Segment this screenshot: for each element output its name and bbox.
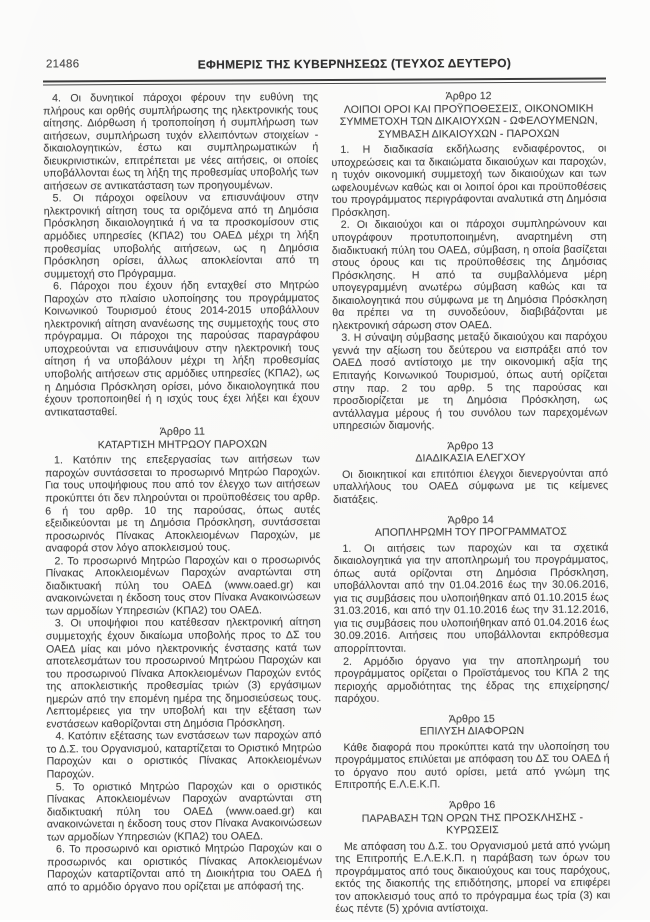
page-header [43, 55, 606, 78]
article-heading-13 [333, 439, 608, 466]
article-title: ΕΠΙΛΥΣΗ ΔΙΑΦΟΡΩΝ [419, 725, 525, 738]
paragraph: 5. Το οριστικό Μητρώο Παροχών και ο οριστικός Πίνακας Αποκλειομένων Παροχών αναρτώνται στη διαδικτυακή πύλη του ΟΑΕΔ (www.oaed.gr) και ανακοινώνεται η έκδοση τους στον Πίνακα Ανακοινώσεων των αρμοδίων Υπηρεσιών (ΚΠΑ2) του ΟΑΕΔ. [46, 779, 322, 844]
paragraph: 3. Οι υποψήφιοι που κατέθεσαν ηλεκτρονική αίτηση συμμετοχής έχουν δικαίωμα υποβολής προς το ΔΣ του ΟΑΕΔ μίας και μόνο ηλεκτρονικής ένστασης κατά των αποτελεσμάτων του προσωρινού Μητρώου Παροχών και του προσωρινού Πίνακα Αποκλειομένων Παροχών εντός της αποκλειστικής προθεσμίας τριών (3) εργάσιμων ημερών από την επομένη ημέρα της δημοσιεύσεως τους. Λεπτομέρειες για την υποβολή και την εξέταση των ενστάσεων καθορίζονται στη Δημόσια Πρόσκληση. [45, 616, 322, 731]
right-column [331, 90, 610, 916]
paragraph: Με απόφαση του Δ.Σ. του Οργανισμού μετά από γνώμη της Επιτροπής Ε.Λ.Ε.Κ.Π. η παράβαση των όρων του προγράμματος από τους δικαιούχους και τους παρόχους, εκτός της διακοπής της επιδότησης, μπορεί να επιφέρει τον αποκλεισμό τους από το πρόγραμμα έως τρία (3) και έως πέντε (5) χρόνια αντίστοιχα. [335, 839, 611, 916]
paragraph: 6. Το προσωρινό και οριστικό Μητρώο Παροχών και ο προσωρινός και οριστικός Πίνακας Αποκλειομένων Παροχών καταρτίζονται από τη Διοικήτρια του ΟΑΕΔ ή από το αρμόδιο όργανο που ορίζεται με απόφασή της. [47, 842, 323, 894]
paragraph: 1. Η διαδικασία εκδήλωσης ενδιαφέροντος, οι υποχρεώσεις και τα δικαιώματα δικαιούχων και παροχών, η τυχόν οικονομική συμμετοχή των δικαιούχων και των ωφελουμένων καθώς και οι λοιποί όροι και προϋποθέσεις του προγράμματος περιγράφονται αναλυτικά στη Δημόσια Πρόσκληση. [331, 142, 607, 219]
paragraph: 2. Οι δικαιούχοι και οι πάροχοι συμπληρώνουν και υπογράφουν προτυποποιημένη, αναρτημένη στη διαδικτυακή πύλη του ΟΑΕΔ, σύμβαση, η οποία βασίζεται στους όρους και τις προϋποθέσεις της Δημόσιας Πρόσκλησης. Η από τα συμβαλλόμενα μέρη υπογεγραμμένη ανωτέρω σύμβαση καθώς και τα δικαιολογητικά που σύμφωνα με τη Δημόσια Πρόσκληση θα πρέπει να τη συνοδεύουν, διαβιβάζονται με ηλεκτρονική σάρωση στον ΟΑΕΔ. [331, 217, 608, 332]
paragraph: 4. Κατόπιν εξέτασης των ενστάσεων των παροχών από το Δ.Σ. του Οργανισμού, καταρτίζεται το Οριστικό Μητρώο Παροχών και ο οριστικός Πίνακας Αποκλειομένων Παροχών. [46, 729, 322, 781]
left-column [43, 91, 322, 917]
article-heading-16 [335, 798, 610, 837]
paragraph: Κάθε διαφορά που προκύπτει κατά την υλοποίηση του προγράμματος επιλύεται με απόφαση του ΔΣ του ΟΑΕΔ ή το όργανο που αυτό ορίσει, μετά από γνώμη της Επιτροπής Ε.Λ.Ε.Κ.Π. [334, 740, 610, 792]
paragraph: 3. Η σύναψη σύμβασης μεταξύ δικαιούχου και παρόχου γεννά την αξίωση του δεύτερου να εισπράξει από τον ΟΑΕΔ ποσό αντίστοιχο με την οικονομική αξία της Επιταγής Κοινωνικού Τουρισμού, όπως αυτή ορίζεται στην παρ. 2 του αρθρ. 5 της παρούσας και προσδιορίζεται με τη Δημόσια Πρόσκληση, ως αντάλλαγμα μέρους ή του συνόλου των παρεχομένων υπηρεσιών διαμονής. [332, 330, 608, 433]
article-heading-12 [331, 90, 606, 142]
article-heading-11 [45, 425, 320, 452]
paragraph: 6. Πάροχοι που έχουν ήδη ενταχθεί στο Μητρώο Παροχών στο πλαίσιο υλοποίησης του προγράμματος Κοινωνικού Τουρισμού έτους 2014-2015 υποβάλλουν ηλεκτρονική αίτηση ανανέωσης της συμμετοχής τους στο πρόγραμμα. Οι πάροχοι της παρούσας παραγράφου υποχρεούνται να επισυνάψουν στην ηλεκτρονική τους αίτηση ή να υποβάλουν μέχρι τη λήξη προθεσμίας υποβολής αιτήσεων στις αρμόδιες υπηρεσίες (ΚΠΑ2), ως η Δημόσια Πρόσκληση ορίσει, μόνο δικαιολογητικά που έχουν τροποποιηθεί ή η ισχύς τους έχει λήξει και έχουν αντικατασταθεί. [44, 279, 320, 419]
gazette-header-title: ΕΦΗΜΕΡΙΣ ΤΗΣ ΚΥΒΕΡΝΗΣΕΩΣ (ΤΕΥΧΟΣ ΔΕΥΤΕΡΟ) [197, 56, 512, 72]
article-title: ΚΑΤΑΡΤΙΣΗ ΜΗΤΡΩΟΥ ΠΑΡΟΧΩΝ [97, 438, 268, 451]
article-title: ΑΠΟΠΛΗΡΩΜΗ ΤΟΥ ΠΡΟΓΡΑΜΜΑΤΟΣ [374, 525, 567, 539]
article-label: Άρθρο 13 [447, 439, 494, 453]
article-label: Άρθρο 15 [448, 712, 495, 726]
article-label: Άρθρο 11 [159, 425, 206, 439]
page-number: 21486 [45, 58, 80, 71]
article-title: ΠΑΡΑΒΑΣΗ ΤΩΝ ΟΡΩΝ ΤΗΣ ΠΡΟΣΚΛΗΣΗΣ - ΚΥΡΩΣΕΙΣ [361, 811, 584, 837]
article-heading-14 [333, 513, 608, 540]
article-heading-15 [334, 712, 609, 739]
paragraph: 2. Αρμόδιο όργανο για την αποπληρωμή του προγράμματος ορίζεται ο Προϊστάμενος του ΚΠΑ 2 της περιοχής αρμοδιότητας της έδρας της επιχείρησης/παρόχου. [334, 654, 610, 706]
article-label: Άρθρο 16 [449, 799, 496, 812]
header-double-rule [43, 78, 606, 86]
article-label: Άρθρο 12 [445, 90, 492, 103]
paragraph: Οι διοικητικοί και επιτόπιοι έλεγχοι διενεργούνται από υπαλλήλους του ΟΑΕΔ σύμφωνα με τις κείμενες διατάξεις. [333, 467, 609, 506]
paragraph: 2. Το προσωρινό Μητρώο Παροχών και ο προσωρινός Πίνακας Αποκλειομένων Παροχών αναρτώνται στη διαδικτυακή πύλη του ΟΑΕΔ (www.oaed.gr) και ανακοινώνεται η έκδοση τους στον Πίνακα Ανακοινώσεων των αρμοδίων Υπηρεσιών (ΚΠΑ2) του ΟΑΕΔ. [45, 553, 321, 618]
article-label: Άρθρο 14 [447, 513, 494, 526]
article-title: ΔΙΑΔΙΚΑΣΙΑ ΕΛΕΓΧΟΥ [415, 452, 526, 465]
paragraph: 5. Οι πάροχοι οφείλουν να επισυνάψουν στην ηλεκτρονική αίτηση τους τα οριζόμενα από τη Δημόσια Πρόσκληση δικαιολογητικά ή να τα προσκομίσουν στις αρμόδιες υπηρεσίες (ΚΠΑ2) του ΟΑΕΔ μέχρι τη λήξη προθεσμίας υποβολής αιτήσεων, ως η Δημόσια Πρόσκληση ορίσει, άλλως αποκλείονται από τη συμμετοχή στο Πρόγραμμα. [43, 191, 319, 281]
two-column-body [43, 90, 610, 918]
paragraph: 1. Κατόπιν της επεξεργασίας των αιτήσεων των παροχών συντάσσεται το προσωρινό Μητρώο Παροχών. Για τους υποψήφιους που από τον έλεγχο των αιτήσεων προκύπτει ότι δεν πληρούνται οι προϋποθέσεις του αρθρ. 6 ή του αρθρ. 10 της παρούσας, όπως αυτές εξειδικεύονται με τη Δημόσια Πρόσκληση, συντάσσεται προσωρινός Πίνακας Αποκλειομένων Παροχών, με αναφορά στον λόγο αποκλεισμού τους. [45, 453, 321, 555]
article-title: ΛΟΙΠΟΙ ΟΡΟΙ ΚΑΙ ΠΡΟΫΠΟΘΕΣΕΙΣ, ΟΙΚΟΝΟΜΙΚΗ ΣΥΜΜΕΤΟΧΗ ΤΩΝ ΔΙΚΑΙΟΥΧΩΝ - ΩΦΕΛΟΥΜΕΝΩΝ, ΣΥΜΒΑΣΗ ΔΙΚΑΙΟΥΧΩΝ - ΠΑΡΟΧΩΝ [339, 102, 598, 141]
paragraph: 1. Οι αιτήσεις των παροχών και τα σχετικά δικαιολογητικά για την αποπληρωμή του προγράμματος, όπως αυτά ορίζονται στη Δημόσια Πρόσκληση, υποβάλλονται από την 01.04.2016 έως την 30.06.2016, για τις συμβάσεις που υλοποιήθηκαν από 01.10.2015 έως 31.03.2016, και από την 01.10.2016 έως την 31.12.2016, για τις συμβάσεις που υλοποιήθηκαν από 01.04.2016 έως 30.09.2016. Αιτήσεις που υποβάλλονται εκπρόθεσμα απορρίπτονται. [333, 541, 609, 655]
paragraph: 4. Οι δυνητικοί πάροχοι φέρουν την ευθύνη της πλήρους και ορθής συμπλήρωσης της ηλεκτρονικής τους αίτησης. Διόρθωση ή τροποποίηση ή συμπλήρωση των αιτήσεων, συμπλήρωση τυχόν ελλειπόντων στοιχείων - δικαιολογητικών, έστω και συμπληρωματικών ή διευκρινιστικών, επιτρέπεται με νέες αιτήσεις, οι οποίες υποβάλλονται έως τη λήξη της προθεσμίας υποβολής των αιτήσεων σε αντικατάσταση των προηγουμένων. [43, 91, 319, 193]
